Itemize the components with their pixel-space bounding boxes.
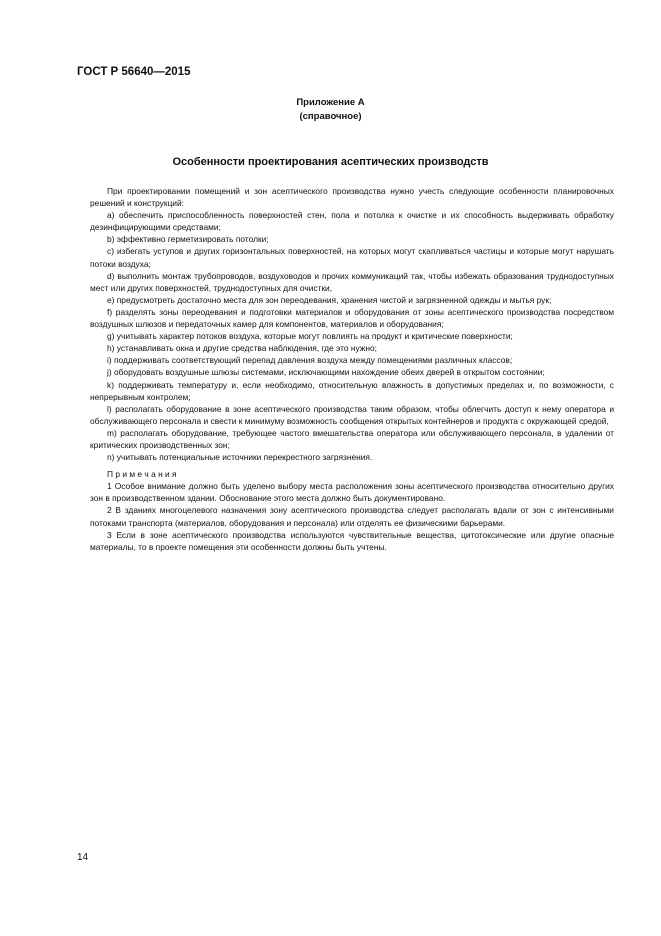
annex-type: (справочное): [299, 111, 362, 122]
document-body: [90, 185, 614, 553]
page-number: 14: [77, 852, 89, 863]
annex-label: Приложение А: [296, 97, 365, 108]
note-item: 1 Особое внимание должно быть уделено выбору места расположения зоны асептического производства относительно других зон в производственном здании. Обоснование этого места должно быть документировано.: [90, 481, 614, 504]
list-item: j) оборудовать воздушные шлюзы системами, исключающими нахождение обеих дверей в открытом состоянии;: [107, 367, 545, 378]
list-item: d) выполнить монтаж трубопроводов, воздуховодов и прочих коммуникаций так, чтобы избежать образования труднодоступных мест или других поверхностей, труднодоступных для очистки,: [90, 270, 614, 293]
note-item: 3 Если в зоне асептического производства используются чувствительные вещества, цитотоксические или другие опасные материалы, то в проекте помещения эти особенности должны быть учтены.: [90, 529, 614, 552]
intro-paragraph: При проектировании помещений и зон асептического производства нужно учесть следующие особенности планировочных решений и конструкций:: [90, 186, 614, 209]
section-title: Особенности проектирования асептических производств: [172, 156, 489, 168]
list-item: f) разделять зоны переодевания и подготовки материалов и оборудования от зоны асептического производства посредством воздушных шлюзов и передаточных камер для компонентов, материалов и оборудования;: [90, 306, 614, 330]
document-header-code: ГОСТ Р 56640—2015: [77, 66, 191, 78]
list-item: l) располагать оборудование в зоне асептического производства таким образом, чтобы облегчить доступ к нему оператора и обслуживающего персонала и свести к минимуму возможность сообщения открытых контейнеров и продукта с окружающей средой,: [90, 403, 614, 426]
notes-heading: П р и м е ч а н и я: [107, 469, 177, 480]
list-item: i) поддерживать соответствующий перепад давления воздуха между помещениями различных классов;: [107, 355, 513, 366]
list-item: k) поддерживать температуру и, если необходимо, относительную влажность в допустимых пределах и, по возможности, с непрерывным контролем;: [90, 379, 614, 402]
list-item: b) эффективно герметизировать потолки;: [107, 234, 269, 245]
list-item: n) учитывать потенциальные источники перекрестного загрязнения.: [107, 452, 373, 463]
list-item: e) предусмотреть достаточно места для зон переодевания, хранения чистой и загрязненной одежды и мытья рук;: [107, 294, 552, 305]
annex-block: [0, 96, 661, 124]
list-item: g) учитывать характер потоков воздуха, которые могут повлиять на продукт и критические поверхности;: [107, 331, 513, 342]
note-item: 2 В зданиях многоцелевого назначения зону асептического производства следует располагать вдали от зон с интенсивными потоками транспорта (материалов, оборудования и персонала) или отделять ее физическими барьерами.: [90, 505, 614, 528]
list-item: а) обеспечить приспособленность поверхностей стен, пола и потолка к очистке и их способность выдерживать обработку дезинфицирующими средствами;: [90, 210, 614, 233]
list-item: m) располагать оборудование, требующее частого вмешательства оператора или обслуживающего персонала, в удалении от критических производственных зон;: [90, 427, 614, 450]
list-item: h) устанавливать окна и другие средства наблюдения, где это нужно;: [107, 343, 377, 354]
list-item: c) избегать уступов и других горизонтальных поверхностей, на которых могут скапливаться частицы и которые могут нарушать потоки воздуха;: [90, 246, 614, 269]
